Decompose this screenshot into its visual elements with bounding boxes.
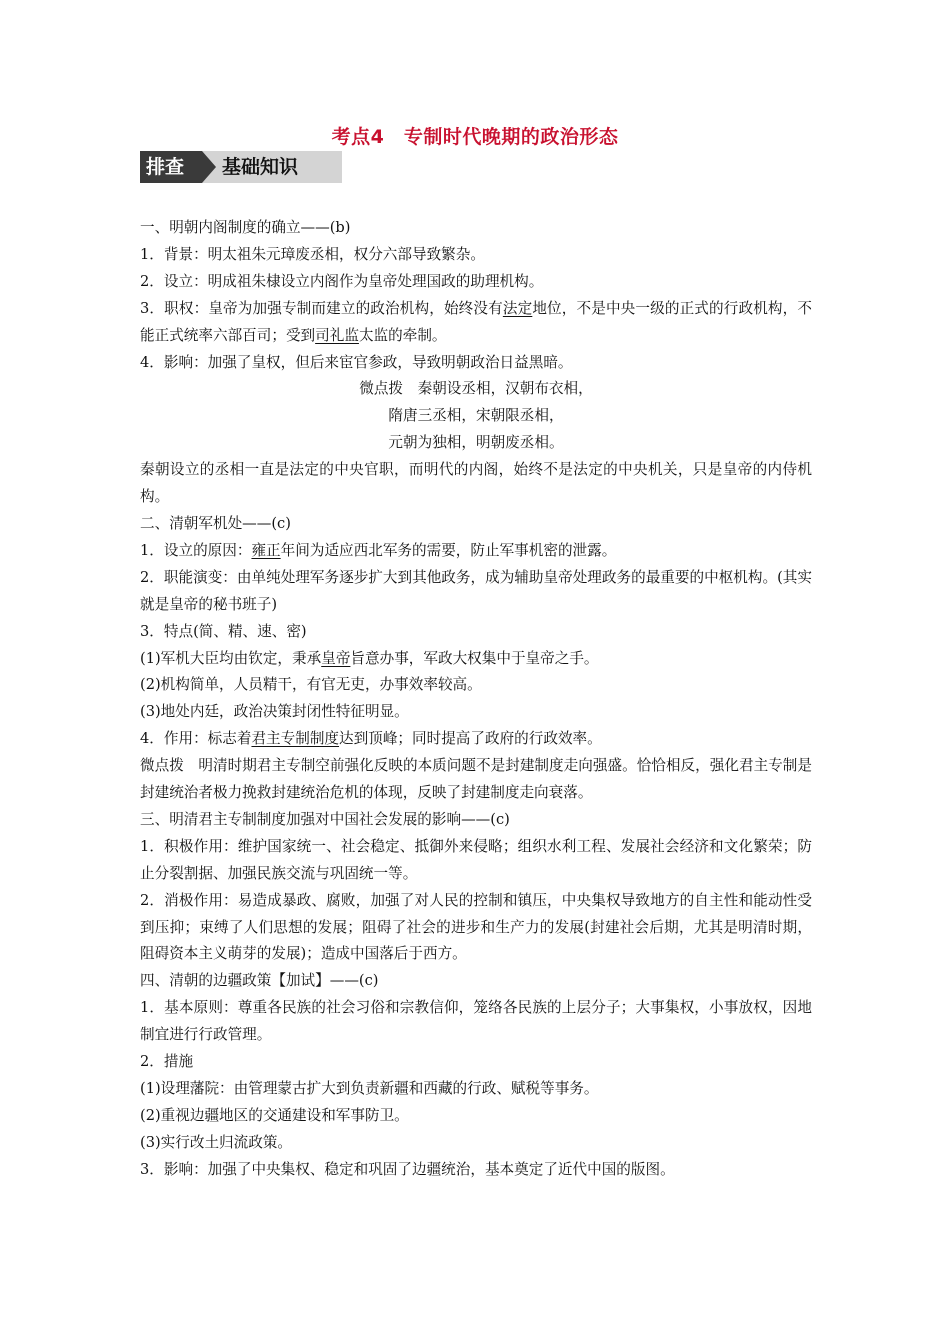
paragraph (140, 296, 812, 350)
text-run: 年间为适应西北军务的需要，防止军事机密的泄露。 (280, 541, 617, 559)
paragraph: 2．职能演变：由单纯处理军务逐步扩大到其他政务，成为辅助皇帝处理政务的最重要的中枢机构。(其实就是皇帝的秘书班子) (140, 568, 812, 613)
paragraph: 秦朝设立的丞相一直是法定的中央官职，而明代的内阁，始终不是法定的中央机关，只是皇帝的内侍机构。 (140, 461, 812, 506)
paragraph (140, 646, 812, 673)
section-heading: 三、明清君主专制制度加强对中国社会发展的影响——(c) (140, 810, 510, 828)
paragraph: 微点拨 明清时期君主专制空前强化反映的本质问题不是封建制度走向强盛。恰恰相反，强化君主专制是封建统治者极力挽救封建统治危机的体现，反映了封建制度走向衰落。 (140, 757, 812, 802)
section-heading: 一、明朝内阁制度的确立——(b) (140, 219, 351, 236)
paragraph: 1．背景：明太祖朱元璋废丞相，权分六部导致繁杂。 (140, 245, 485, 263)
banner-left-label: 排查 (140, 151, 202, 183)
underlined-term: 雍正 (251, 541, 281, 559)
paragraph (140, 538, 812, 565)
paragraph: (2)重视边疆地区的交通建设和军事防卫。 (140, 1106, 409, 1124)
paragraph: 4．影响：加强了皇权，但后来宦官参政，导致明朝政治日益黑暗。 (140, 353, 573, 371)
text-run: 太监的牵制。 (358, 326, 447, 344)
banner-arrow-icon (202, 151, 216, 183)
section-heading: 四、清朝的边疆政策【加试】——(c) (140, 972, 379, 990)
paragraph (140, 726, 812, 753)
paragraph: 3．影响：加强了中央集权、稳定和巩固了边疆统治，基本奠定了近代中国的版图。 (140, 1160, 675, 1178)
paragraph: (3)地处内廷，政治决策封闭性特征明显。 (140, 703, 409, 721)
document-body (140, 215, 812, 1184)
underlined-term: 法定 (502, 299, 533, 317)
text-run: 旨意办事，军政大权集中于皇帝之手。 (350, 649, 599, 667)
text-run: 4．作用：标志着 (140, 730, 252, 748)
section-heading: 二、清朝军机处——(c) (140, 514, 291, 532)
paragraph: 2．设立：明成祖朱棣设立内阁作为皇帝处理国政的助理机构。 (140, 272, 544, 290)
section-banner (140, 151, 342, 183)
paragraph: 1．积极作用：维护国家统一、社会稳定、抵御外来侵略；组织水利工程、发展社会经济和文化繁荣；防止分裂割据、加强民族交流与巩固统一等。 (140, 837, 812, 882)
paragraph: 2．消极作用：易造成暴政、腐败，加强了对人民的控制和镇压，中央集权导致地方的自主性和能动性受到压抑；束缚了人们思想的发展；阻碍了社会的进步和生产力的发展(封建社会后期，尤其是明清时期，阻碍资本主义萌芽的发展)；造成中国落后于西方。 (140, 891, 812, 963)
text-run: 3．职权：皇帝为加强专制而建立的政治机构，始终没有 (140, 299, 503, 317)
paragraph: (3)实行改土归流政策。 (140, 1133, 293, 1151)
paragraph: 1．基本原则：尊重各民族的社会习俗和宗教信仰，笼络各民族的上层分子；大事集权，小事放权，因地制宜进行行政管理。 (140, 999, 812, 1044)
paragraph: (1)设理藩院：由管理蒙古扩大到负责新疆和西藏的行政、赋税等事务。 (140, 1080, 599, 1097)
tip-line: 元朝为独相，明朝废丞相。 (388, 434, 564, 452)
text-run: 达到顶峰；同时提高了政府的行政效率。 (339, 730, 602, 748)
paragraph: 2．措施 (140, 1053, 194, 1071)
underlined-term: 君主专制制度 (251, 730, 340, 748)
text-run: (1)军机大臣均由钦定，秉承 (140, 649, 322, 667)
paragraph: (2)机构简单，人员精干，有官无吏，办事效率较高。 (140, 676, 482, 694)
text-run: 1．设立的原因： (140, 541, 252, 559)
tip-line: 微点拨 秦朝设丞相，汉朝布衣相， (359, 380, 593, 398)
page-title: 考点4 专制时代晚期的政治形态 (331, 126, 619, 148)
paragraph: 3．特点(简、精、速、密) (140, 622, 307, 640)
banner-right-label: 基础知识 (222, 156, 299, 178)
underlined-term: 皇帝 (321, 649, 351, 667)
underlined-term: 司礼监 (315, 326, 359, 344)
tip-line: 隋唐三丞相，宋朝限丞相， (388, 407, 564, 425)
text-run: 地位，不是中央一级的正式的行政机构，不能正式统率六部百司；受到 (140, 299, 812, 344)
